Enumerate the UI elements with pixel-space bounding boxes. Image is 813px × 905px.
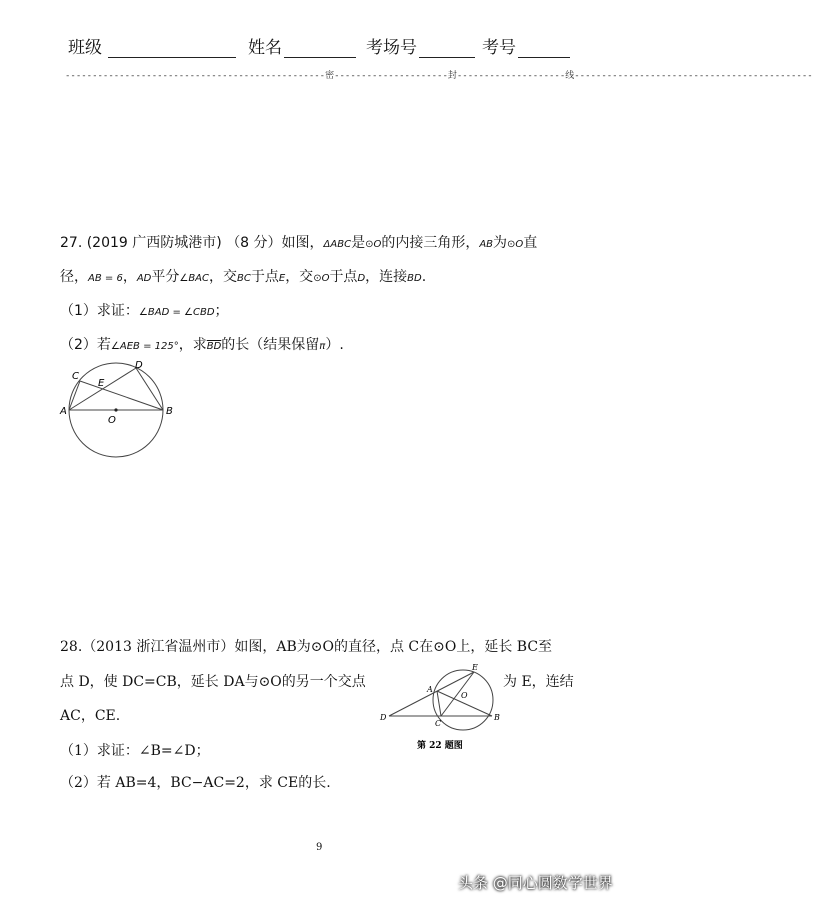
q28-label-o: O	[461, 691, 468, 700]
q27-label-c: C	[72, 371, 79, 382]
q28-line3: AC，CE.	[60, 708, 121, 724]
room-blank[interactable]	[419, 41, 475, 58]
q27-label-o: O	[108, 415, 116, 426]
q28-label-a: A	[427, 685, 433, 694]
q28-label-d: D	[380, 713, 387, 722]
q28-line2: 点 D，使 DC=CB，延长 DA与⊙O的另一个交点	[60, 674, 366, 690]
name-label: 姓名	[248, 33, 356, 58]
q27-line2: 径，AB = 6，AD平分∠BAC，交BC于点E，交⊙O于点D，连接BD.	[60, 269, 427, 285]
seat-blank[interactable]	[518, 41, 570, 58]
page-number: 9	[316, 842, 323, 853]
q28-label-e: E	[472, 663, 478, 672]
q27-label-e: E	[98, 378, 105, 389]
name-blank[interactable]	[284, 41, 356, 58]
q28-line-ce	[441, 672, 474, 716]
class-label: 班级	[68, 33, 236, 58]
q28-line-ac	[437, 691, 441, 716]
q28-label-b: B	[494, 713, 500, 722]
q28-line2-end: 为 E，连结	[503, 674, 574, 690]
class-blank[interactable]	[108, 41, 236, 58]
q28-part1: （1）求证：∠B=∠D；	[60, 743, 210, 759]
room-label: 考场号	[366, 33, 475, 58]
q28-figure	[375, 664, 505, 752]
watermark: 头条 @同心圆数学世界	[458, 874, 613, 892]
q27-center-dot	[114, 408, 117, 411]
q27-part2: （2）若∠AEB = 125°，求$\overline{BD}$的长（结果保留π）.	[60, 337, 344, 353]
q27-label-b: B	[166, 406, 173, 417]
q27-label-d: D	[135, 360, 143, 371]
q28-figure-caption: 第 22 题图	[417, 741, 463, 751]
q28-part2: （2）若 AB=4，BC−AC=2，求 CE的长.	[60, 775, 331, 791]
q27-figure	[58, 360, 178, 470]
q27-label-a: A	[60, 406, 67, 417]
seal-line: ------------------------------------------------密---------------------封--------------------线--------------------------------------------	[65, 71, 813, 81]
q27-line-db	[136, 368, 163, 410]
seat-label: 考号	[482, 33, 570, 58]
q28-circle	[433, 670, 493, 730]
q28-line1: 28.（2013 浙江省温州市）如图，AB为⊙O的直径，点 C在⊙O上，延长 BC至	[60, 639, 553, 655]
q27-line-ac	[69, 381, 80, 410]
q27-part1: （1）求证：∠BAD = ∠CBD；	[60, 303, 229, 319]
q27-line1: 27. (2019 广西防城港市) （8 分）如图，ΔABC是⊙O的内接三角形，AB为⊙O直	[60, 235, 538, 251]
q28-label-c: C	[435, 719, 442, 728]
